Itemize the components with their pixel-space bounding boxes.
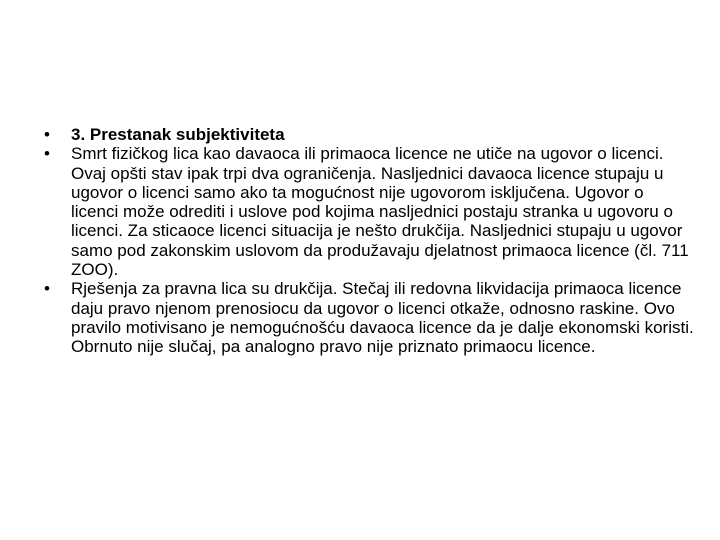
bullet-list <box>44 125 694 357</box>
bullet-icon: • <box>44 279 50 299</box>
bullet-paragraph: Rješenja za pravna lica su drukčija. Stečaj ili redovna likvidacija primaoca licence daju pravo njenom prenosiocu da ugovor o licenci otkaže, odnosno raskine. Ovo pravilo motivisano je nemogućnošću davaoca licence da je dalje ekonomski koristi. Obrnuto nije slučaj, pa analogno pravo nije priznato primaocu licence. <box>71 279 694 357</box>
bullet-item-legal-entities <box>44 279 694 356</box>
bullet-icon: • <box>44 144 50 164</box>
bullet-paragraph: Smrt fizičkog lica kao davaoca ili primaoca licence ne utiče na ugovor o licenci. Ovaj opšti stav ipak trpi dva ograničenja. Nasljednici davaoca licence stupaju u ugovor o licenci samo ako ta mogućnost nije ugovorom isključena. Ugovor o licenci može odrediti i uslove pod kojima nasljednici postaju stranka u ugovoru o licenci. Za sticaoce licenci situacija je nešto drukčija. Nasljednici stupaju u ugovor samo pod zakonskim uslovom da produžavaju djelatnost primaoca licence (čl. 711 ZOO). <box>71 144 689 280</box>
section-heading: 3. Prestanak subjektiviteta <box>71 125 285 144</box>
bullet-item-death-of-natural-person <box>44 144 694 279</box>
bullet-icon: • <box>44 125 50 144</box>
bullet-item-heading <box>44 125 694 144</box>
